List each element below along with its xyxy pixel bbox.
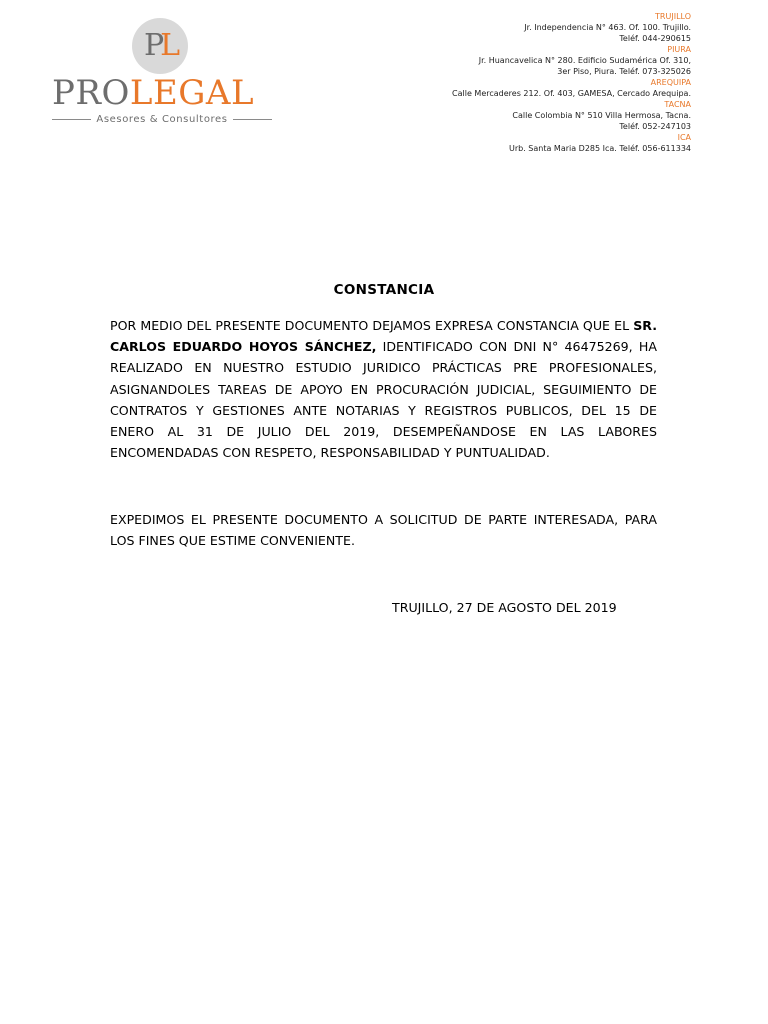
office-line: Urb. Santa Maria D285 Ica. Teléf. 056-611334 <box>508 144 691 153</box>
tagline-text: Asesores & Consultores <box>96 113 228 125</box>
office-line: Calle Mercaderes 212. Of. 403, GAMESA, Cercado Arequipa. <box>452 89 691 98</box>
certificate-paragraph <box>110 315 657 463</box>
letterhead <box>0 0 768 160</box>
date-line: TRUJILLO, 27 DE AGOSTO DEL 2019 <box>392 600 617 615</box>
tagline-rule-left <box>52 119 91 120</box>
office-city: TACNA <box>664 100 691 109</box>
tagline-rule-right <box>233 119 272 120</box>
office-addresses <box>361 11 691 154</box>
issuance-paragraph: EXPEDIMOS EL PRESENTE DOCUMENTO A SOLICITUD DE PARTE INTERESADA, PARA LOS FINES QUE ESTIME CONVENIENTE. <box>110 512 657 549</box>
document-title: CONSTANCIA <box>333 282 435 298</box>
office-line: Teléf. 044-290615 <box>619 34 691 43</box>
prolegal-logo <box>52 15 272 127</box>
monogram-p: P <box>143 28 161 63</box>
office-city: ICA <box>677 133 691 142</box>
office-line: Teléf. 052-247103 <box>619 122 691 131</box>
person-name: SR. CARLOS EDUARDO HOYOS SÁNCHEZ, <box>110 318 657 355</box>
office-line: Jr. Independencia N° 463. Of. 100. Trujillo. <box>524 23 691 32</box>
office-line: Calle Colombia N° 510 Villa Hermosa, Tacna. <box>512 111 691 120</box>
office-city: TRUJILLO <box>655 12 691 21</box>
paragraph-intro: POR MEDIO DEL PRESENTE DOCUMENTO DEJAMOS EXPRESA CONSTANCIA QUE EL <box>110 318 634 333</box>
logo-wordmark <box>52 73 272 113</box>
office-line: Jr. Huancavelica N° 280. Edificio Sudamérica Of. 310, <box>478 56 691 65</box>
logo-monogram <box>132 18 188 74</box>
wordmark-legal: LEGAL <box>129 73 255 113</box>
office-line: 3er Piso, Piura. Teléf. 073-325026 <box>557 67 691 76</box>
logo-tagline <box>52 112 272 126</box>
office-city: PIURA <box>667 45 691 54</box>
monogram-l: L <box>160 28 177 63</box>
wordmark-pro: PRO <box>52 73 130 113</box>
office-city: AREQUIPA <box>650 78 691 87</box>
paragraph-body: IDENTIFICADO CON DNI N° 46475269, HA REALIZADO EN NUESTRO ESTUDIO JURIDICO PRÁCTICAS PRE PROFESIONALES, ASIGNANDOLES TAREAS DE APOYO EN PROCURACIÓN JUDICIAL, SEGUIMIENTO DE CONTRATOS Y GESTIONES ANTE NOTARIAS Y REGISTROS PUBLICOS, DEL 15 DE ENERO AL 31 DE JULIO DEL 2019, DESEMPEÑANDOSE EN LAS LABORES ENCOMENDADAS CON RESPETO, RESPONSABILIDAD Y PUNTUALIDAD. <box>110 339 657 461</box>
